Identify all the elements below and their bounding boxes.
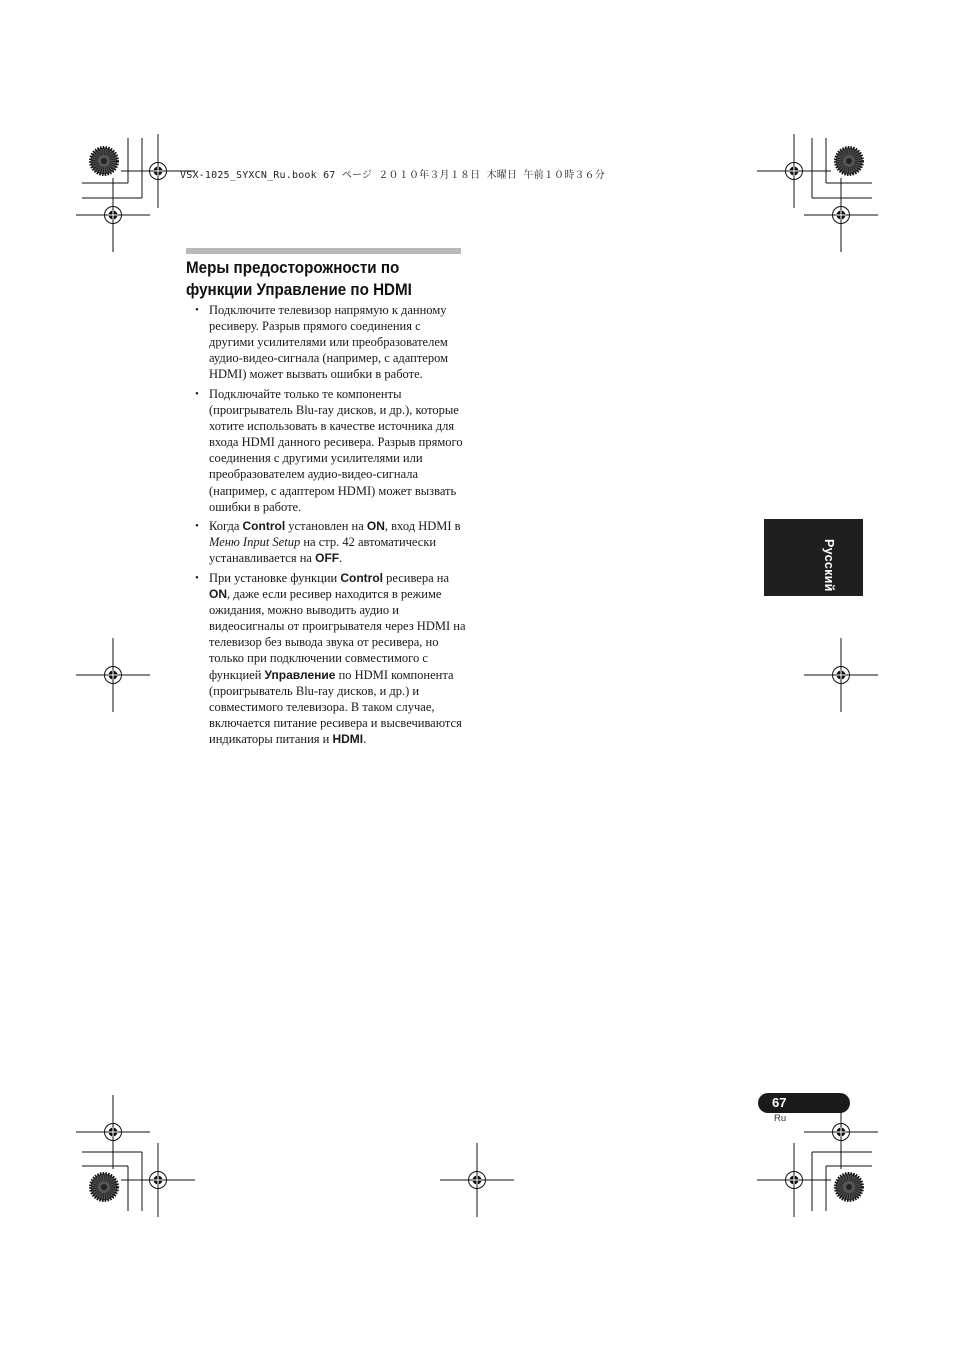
term-off: OFF — [315, 551, 340, 566]
registration-target-bottom-center — [440, 1143, 514, 1217]
term-control: Control — [340, 571, 383, 585]
term-control: Control — [242, 519, 286, 534]
list-item-text: Подключайте только те компоненты (проигрыватель Blu-ray дисков, и др.), которые хотите использовать в качестве источника для входа HDMI данного ресивера. Разрыв прямого соединения с другими усилителями или преобразователем аудио-видео-сигнала (например, с адаптером HDMI) может вызвать ошибки в работе. — [209, 386, 463, 514]
file-header-line: VSX-1025_SYXCN_Ru.book 67 ページ ２０１０年３月１８日 木曜日 午前１０時３６分 — [180, 170, 605, 181]
page-language-code: Ru — [774, 1113, 787, 1124]
list-item — [193, 302, 468, 382]
text-run: . — [339, 551, 343, 566]
text-run: ресивера на — [382, 571, 449, 585]
text-run: При установке функции — [209, 571, 341, 585]
crop-mark-top-right — [757, 134, 878, 252]
term-upravlenie: Управление — [264, 667, 336, 682]
text-run: . — [363, 731, 367, 746]
text-run: , даже если ресивер находится в режиме ожидания, можно выводить аудио и видеосигналы от проигрывателя через HDMI на телевизор без вывода звука от ресивера, но только при подключении совместимого с функцией — [209, 587, 466, 682]
precautions-list — [193, 302, 468, 751]
language-label: Русский — [822, 539, 836, 592]
section-title — [186, 257, 476, 301]
section-title-line-1: Меры предосторожности по — [186, 259, 400, 277]
text-run: по HDMI компонента (проигрыватель Blu-ray дисков, и др.) и совместимого телевизора. В таком случае, включается питание ресивера и высвечиваются индикаторы питания и — [209, 667, 462, 746]
crop-mark-top-left — [76, 134, 195, 252]
term-on: ON — [209, 587, 227, 602]
list-item — [193, 570, 468, 747]
list-item-text: Подключите телевизор напрямую к данному ресиверу. Разрыв прямого соединения с другими усилителями или преобразователем аудио-видео-сигнала (например, с адаптером HDMI) может вызвать ошибки в работе. — [209, 303, 449, 382]
registration-target-middle-right — [804, 638, 878, 712]
term-on: ON — [366, 519, 385, 534]
menu-reference: Меню Input Setup — [209, 535, 301, 550]
language-side-tab — [764, 519, 863, 596]
registration-target-middle-left — [76, 638, 150, 712]
text-run: , вход HDMI в — [384, 519, 461, 534]
list-item — [193, 386, 468, 515]
section-title-line-2: функции Управление по HDMI — [186, 281, 412, 299]
text-run: установлен на — [285, 519, 367, 534]
text-run: на стр. 42 автоматически устанавливается на — [209, 535, 437, 566]
text-run: Когда — [209, 519, 243, 534]
section-rule — [186, 248, 461, 254]
crop-mark-bottom-left — [76, 1095, 195, 1217]
term-hdmi: HDMI — [332, 731, 364, 746]
list-item — [193, 518, 468, 566]
page-number: 67 — [772, 1095, 787, 1110]
